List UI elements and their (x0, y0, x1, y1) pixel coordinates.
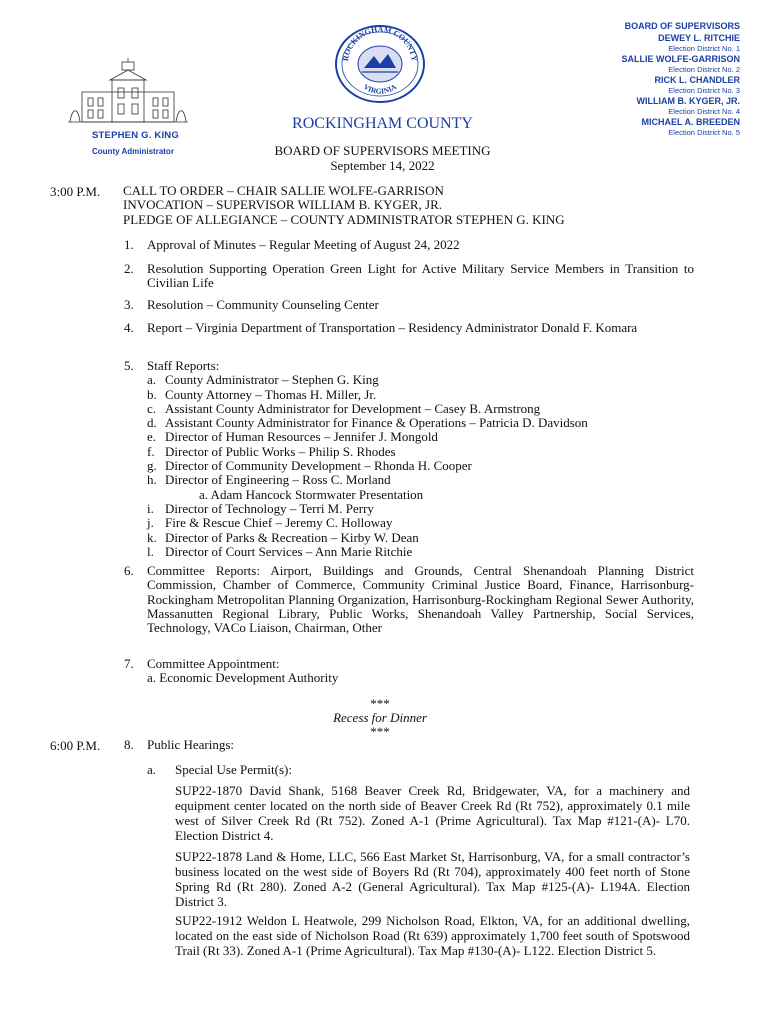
agenda-item-1 (124, 238, 694, 252)
board-member-district: Election District No. 3 (668, 86, 740, 95)
item-number: 5. (124, 358, 134, 373)
meeting-heading (240, 143, 525, 173)
recess-stars-top: *** (370, 696, 390, 711)
board-member-district: Election District No. 2 (668, 65, 740, 74)
staff-report: b. County Attorney – Thomas H. Miller, Jr. (147, 386, 377, 402)
pledge-of-allegiance: PLEDGE OF ALLEGIANCE – COUNTY ADMINISTRATOR STEPHEN G. KING (123, 211, 565, 227)
courthouse-illustration (68, 58, 188, 126)
item-text: Public Hearings: (147, 737, 235, 752)
staff-report: h. Director of Engineering – Ross C. Morland (147, 472, 391, 488)
seal-top-text: ROCKINGHAM COUNTY (341, 24, 419, 62)
agenda-item-6 (124, 564, 694, 635)
item-text: Committee Reports: Airport, Buildings and Grounds, Central Shenandoah Planning District Commission, Chamber of Commerce, Community Criminal Justice Board, Finance, Harrisonburg-Rockingham Metropolitan Planning Organization, Harrisonburg-Rockingham Regional Sewer Authority, Massanutten Regional Library, Public Works, Shenandoah Valley Partnership, Social Services, Technology, VACo Liaison, Chairman, Other (147, 563, 694, 636)
permit-paragraph: SUP22-1878 Land & Home, LLC, 566 East Market St, Harrisonburg, VA, for a small contractor’s business located on the west side of Boyers Rd (Rt 704), approximately 400 feet north of Stone Spring Rd (Rt 280). Zoned A-2 (General Agricultural). Tax Map #125-(A)- L194A. Election District 3. (175, 849, 690, 909)
agenda-item-5 (124, 359, 694, 559)
item-number: 7. (124, 656, 134, 671)
item-number: 4. (124, 320, 134, 335)
agenda-item-8 (124, 738, 694, 752)
staff-report: k. Director of Parks & Recreation – Kirby W. Dean (147, 529, 419, 545)
board-member-name: MICHAEL A. BREEDEN (641, 117, 740, 127)
item-text: Staff Reports: (147, 358, 220, 373)
staff-report: l. Director of Court Services – Ann Marie Ritchie (147, 543, 413, 559)
board-member-district: Election District No. 5 (668, 128, 740, 137)
permit-paragraph: SUP22-1912 Weldon L Heatwole, 299 Nicholson Road, Elkton, VA, for an additional dwelling, located on the east side of Nicholson Road (Rt 639) approximately 1,700 feet south of Spotswood Trail (Rt 33). Zoned A-1 (Prime Agricultural). Tax Map #130-(A)- L122. Election District 5. (175, 913, 690, 958)
staff-report: g. Director of Community Development – Rhonda H. Cooper (147, 458, 472, 474)
administrator-title: County Administrator (92, 147, 174, 156)
item-text: Report – Virginia Department of Transportation – Residency Administrator Donald F. Komara (147, 320, 638, 335)
staff-report: d. Assistant County Administrator for Finance & Operations – Patricia D. Davidson (147, 415, 588, 431)
agenda-item-4 (124, 321, 694, 335)
meeting-date: September 14, 2022 (330, 158, 435, 173)
item-number: 3. (124, 297, 134, 312)
board-member-name: RICK L. CHANDLER (654, 75, 740, 85)
permit-paragraph: SUP22-1870 David Shank, 5168 Beaver Creek Rd, Bridgewater, VA, for a machinery and equipment center located on the north side of Beaver Creek Rd (Rt 752), approximately 0.1 mile west of Silver Creek Rd (Rt 752). Zoned A-1 (Prime Agricultural). Tax Map #121-(A)- L70. Election District 4. (175, 783, 690, 843)
recess-block (240, 697, 520, 739)
board-member-name: SALLIE WOLFE-GARRISON (621, 54, 740, 64)
staff-report: i. Director of Technology – Terri M. Perry (147, 500, 374, 516)
engineering-subitem: a. Adam Hancock Stormwater Presentation (199, 486, 424, 502)
meeting-title: BOARD OF SUPERVISORS MEETING (274, 143, 491, 158)
item-text: Approval of Minutes – Regular Meeting of August 24, 2022 (147, 237, 460, 252)
staff-report: a. County Administrator – Stephen G. King (147, 372, 379, 388)
county-seal (334, 24, 426, 104)
evening-time: 6:00 P.M. (50, 738, 101, 753)
opening-lines (123, 184, 565, 227)
svg-text:VIRGINIA (362, 82, 399, 96)
opening-time: 3:00 P.M. (50, 184, 101, 199)
board-member-name: WILLIAM B. KYGER, JR. (636, 96, 740, 106)
agenda-item-3 (124, 298, 694, 312)
seal-bottom-text: VIRGINIA (361, 82, 399, 96)
board-member-district: Election District No. 1 (668, 44, 740, 53)
staff-report: f. Director of Public Works – Philip S. Rhodes (147, 443, 396, 459)
item-text: Resolution Supporting Operation Green Light for Active Military Service Members in Transition to Civilian Life (147, 261, 694, 291)
staff-report: c. Assistant County Administrator for Development – Casey B. Armstrong (147, 400, 541, 416)
item-number: 6. (124, 563, 134, 578)
agenda-item-2 (124, 262, 694, 291)
recess-stars-bottom: *** (370, 724, 390, 739)
board-member-name: DEWEY L. RITCHIE (658, 33, 740, 43)
item-number: 1. (124, 237, 134, 252)
item-number: 2. (124, 261, 134, 276)
agenda-item-7 (124, 657, 694, 686)
administrator-name: STEPHEN G. KING (92, 130, 179, 141)
committee-appointment: a. Economic Development Authority (147, 670, 339, 686)
item-text: Resolution – Community Counseling Center (147, 297, 379, 312)
special-use-letter: a. (147, 762, 157, 777)
invocation: INVOCATION – SUPERVISOR WILLIAM B. KYGER, JR. (123, 197, 443, 213)
staff-report: e. Director of Human Resources – Jennifer J. Mongold (147, 429, 438, 445)
county-name: ROCKINGHAM COUNTY (292, 115, 473, 132)
board-of-supervisors (540, 20, 740, 137)
special-use-heading: Special Use Permit(s): (175, 762, 292, 777)
item-number: 8. (124, 737, 134, 752)
call-to-order: CALL TO ORDER – CHAIR SALLIE WOLFE-GARRISON (123, 183, 444, 198)
recess-label: Recess for Dinner (333, 710, 427, 725)
board-heading: BOARD OF SUPERVISORS (624, 21, 740, 31)
board-member-district: Election District No. 4 (668, 107, 740, 116)
staff-report: j. Fire & Rescue Chief – Jeremy C. Holloway (147, 515, 393, 531)
item-text: Committee Appointment: (147, 656, 280, 671)
